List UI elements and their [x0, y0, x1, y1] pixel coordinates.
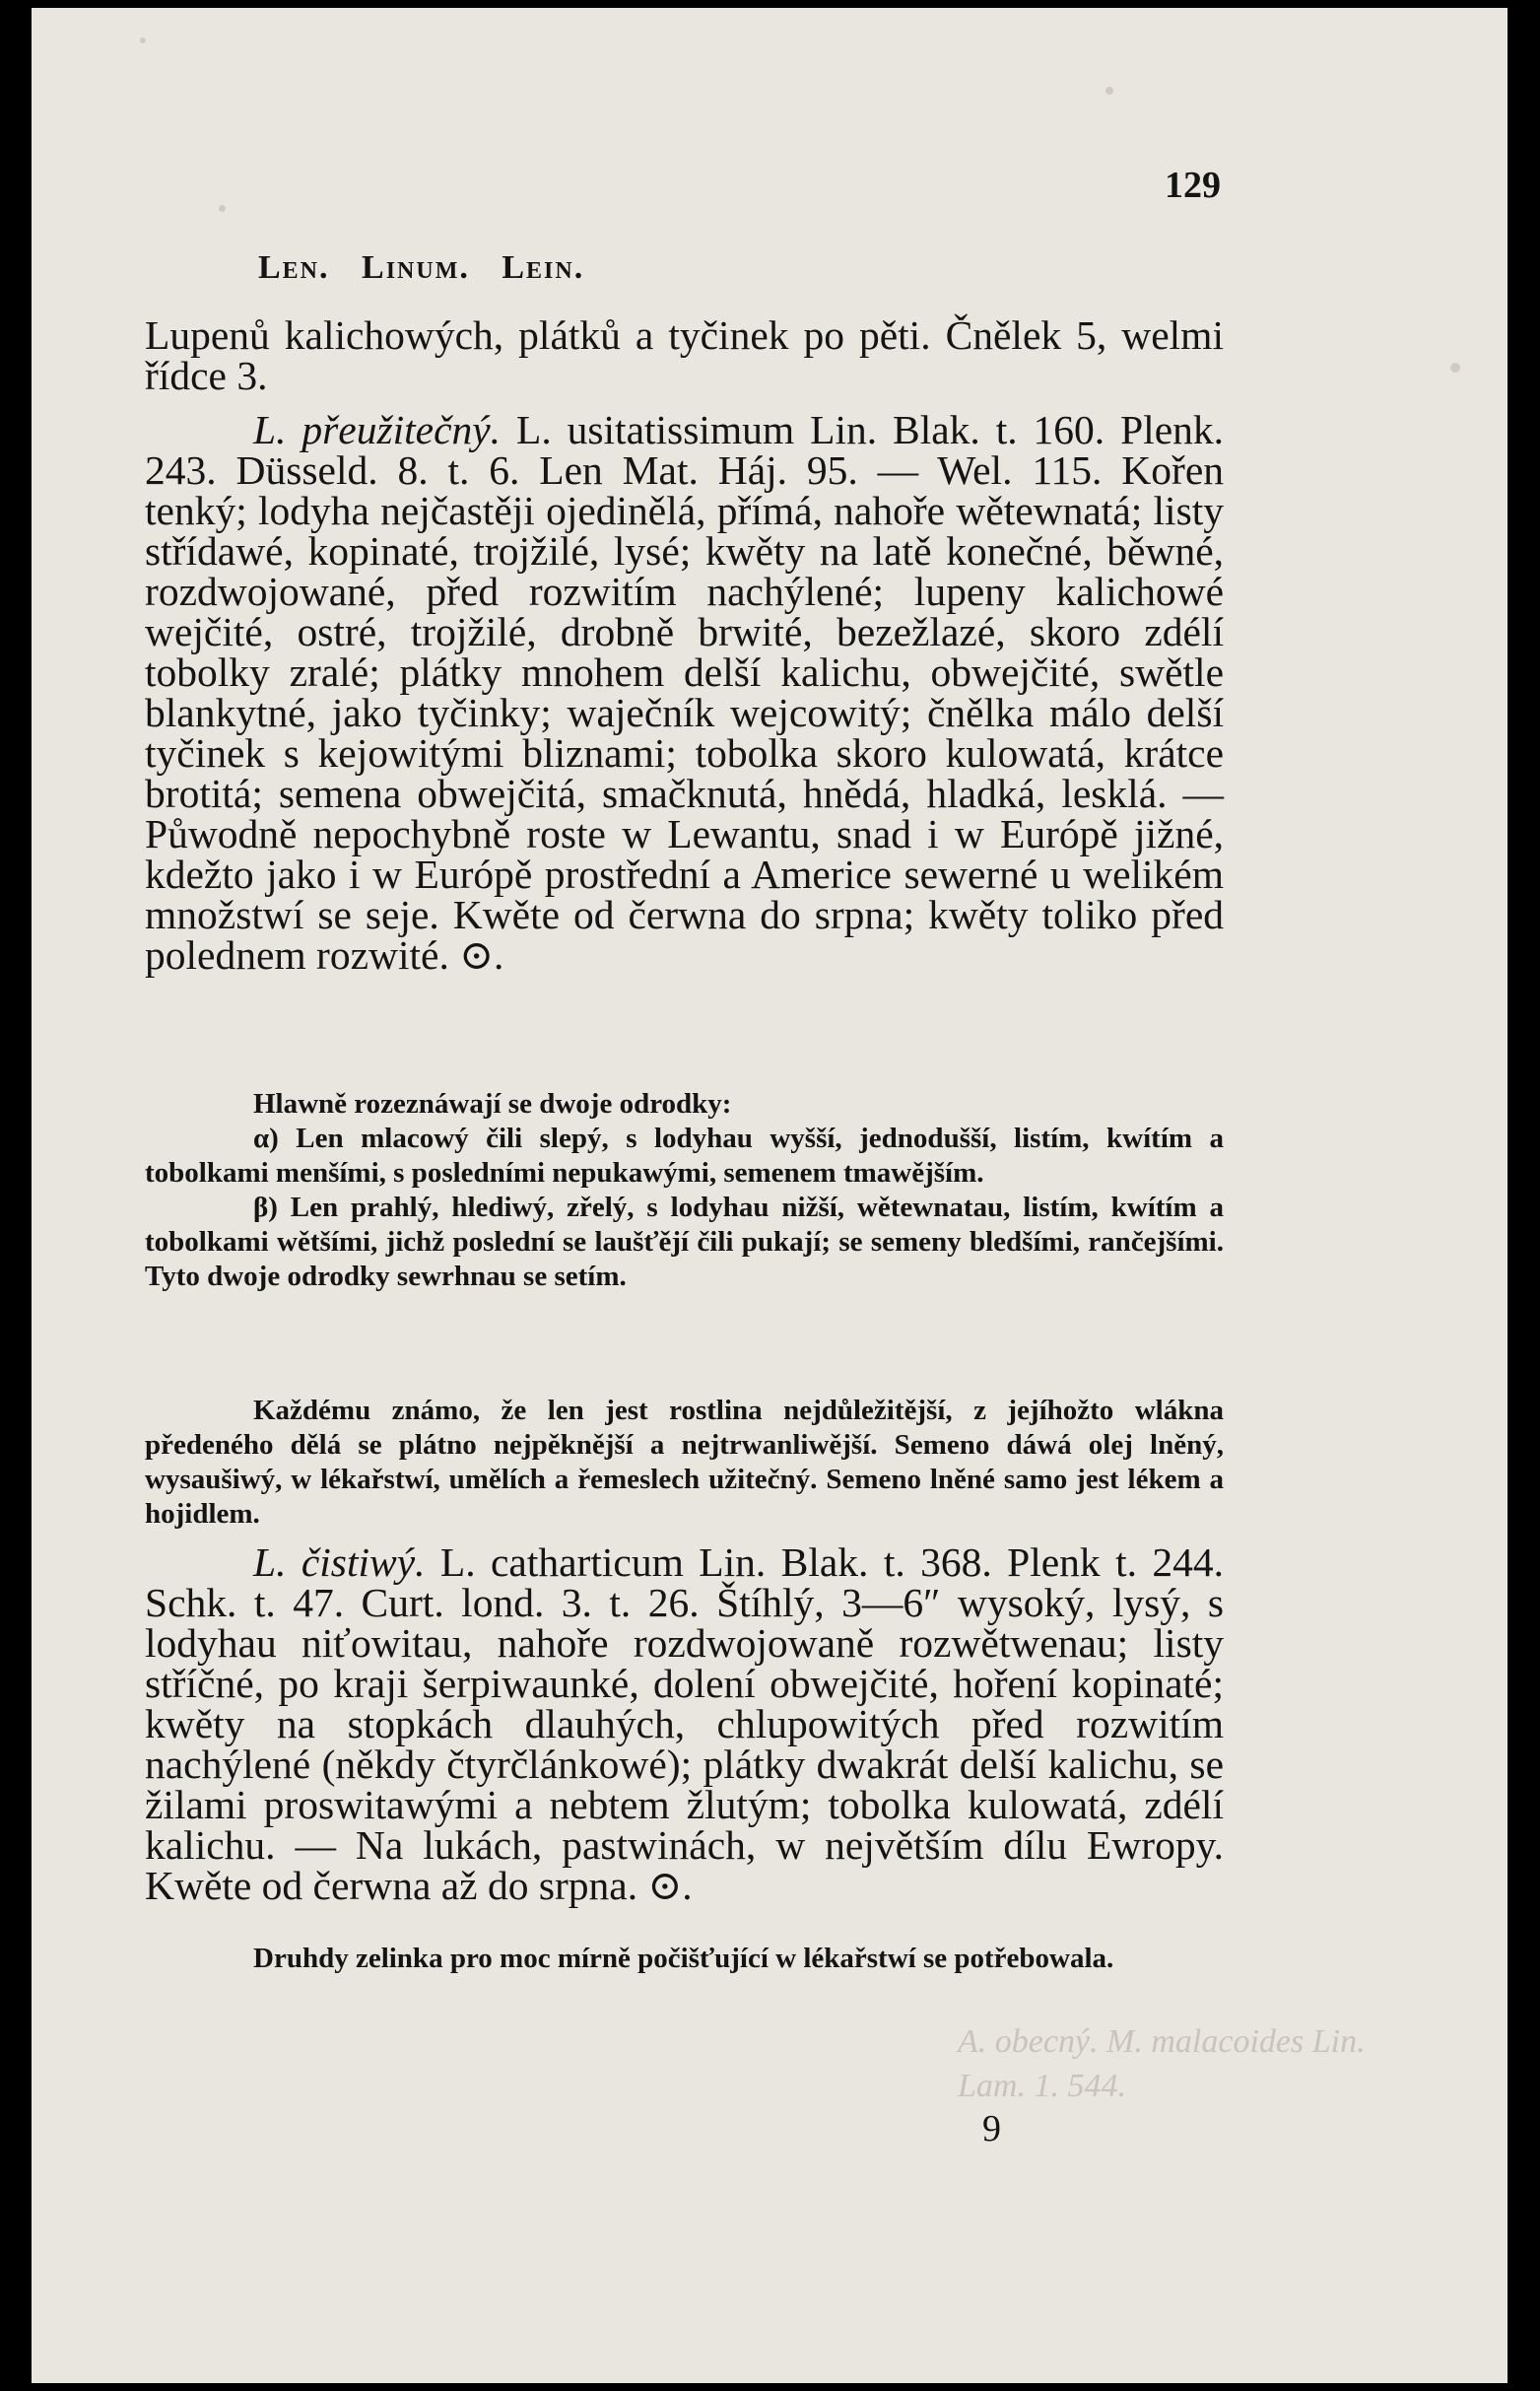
- medicinal-note: [145, 1942, 1224, 1976]
- running-head-czech: Len.: [258, 249, 330, 286]
- speck: [140, 37, 146, 43]
- species-1: [145, 407, 1224, 978]
- running-head-latin: Linum.: [362, 249, 470, 286]
- running-head-german: Lein.: [502, 249, 585, 286]
- varieties-note: [145, 1087, 1224, 1294]
- medicinal-text: Druhdy zelinka pro moc mírně počišťující w lékařstwí se potřebowala.: [253, 1943, 1114, 1974]
- running-head: [258, 249, 606, 287]
- variety-beta: β) Len prahlý, hlediwý, zřelý, s lodyhau nižší, wětewnatau, listím, kwítím a tobolkami wětšími, jichž poslední se laušťějí čili pukají; se semeny bledšími, rančejšími. Tyto dwoje odrodky sewrhnau se setím.: [145, 1192, 1224, 1292]
- speck: [1105, 87, 1113, 95]
- variety-alpha: α) Len mlacowý čili slepý, s lodyhau wyšší, jednodušší, listím, kwítím a tobolkami menšími, s posledními nepukawými, semenem tmawějším.: [145, 1123, 1224, 1189]
- usage-note: [145, 1394, 1224, 1532]
- species-1-text: L. usitatissimum Lin. Blak. t. 160. Plenk. 243. Düsseld. 8. t. 6. Len Mat. Háj. 95. — Wel. 115. Kořen tenký; lodyha nejčastěji ojedinělá, přímá, nahoře wětewnatá; listy střídawé, kopinaté, trojžilé, lysé; kwěty na latě konečné, běwné, rozdwojowané, před rozwitím nachýlené; lupeny kalichowé wejčité, ostré, trojžilé, drobně brwité, bezežlazé, skoro zdélí tobolky zralé; plátky mnohem delší kalichu, obwejčité, swětle blankytné, jako tyčinky; waječník wejcowitý; čnělka málo delší tyčinek s kejowitými bliznami; tobolka skoro kulowatá, krátce brotitá; semena obwejčitá, smačknutá, hnědá, hladká, lesklá. — Půwodně nepochybně roste w Lewantu, snad i w Európě jižné, kdežto jako i w Európě prostřední a Americe sewerné u welikém množstwí se seje. Kwěte od čerwna do srpna; kwěty toliko před polednem rozwité. ⊙.: [145, 407, 1224, 978]
- usage-text: Každému známo, že len jest rostlina nejdůležitější, z jejíhožto wlákna předeného dělá se plátno nejpěknější a nejtrwanliwější. Semeno dáwá olej lněný, wysaušiwý, w lékařstwí, umělích a řemeslech užitečný. Semeno lněné samo jest lékem a hojidlem.: [145, 1395, 1224, 1530]
- species-2-text: L. catharticum Lin. Blak. t. 368. Plenk t. 244. Schk. t. 47. Curt. lond. 3. t. 26. Štíhlý, 3—6″ wysoký, lysý, s lodyhau niťowitau, nahoře rozdwojowaně rozwětwenau; listy stříčné, po kraji šerpiwaunké, dolení obwejčité, hoření kopinaté; kwěty na stopkách dlauhých, chlupowitých před rozwitím nachýlené (někdy čtyrčlánkowé); plátky dwakrát delší kalichu, se žilami proswitawými a nebtem žlutým; tobolka kulowatá, zdélí kalichu. — Na lukách, pastwinách, w největším dílu Ewropy. Kwěte od čerwna až do srpna. ⊙.: [145, 1539, 1224, 1908]
- speck: [219, 205, 226, 212]
- book-page: [32, 8, 1507, 2383]
- bleed-through-1: A. obecný. M. malacoides Lin.: [958, 2023, 1366, 2060]
- varieties-intro: Hlawně rozeznáwají se dwoje odrodky:: [253, 1088, 732, 1120]
- speck: [1450, 363, 1460, 373]
- genus-description: [145, 312, 1224, 398]
- signature-mark: 9: [982, 2108, 1001, 2150]
- bleed-through-2: Lam. 1. 544.: [958, 2068, 1126, 2104]
- page-number: 129: [1165, 165, 1221, 206]
- species-1-name: L. přeužitečný.: [253, 407, 516, 452]
- species-2: [145, 1539, 1224, 1908]
- species-2-name: L. čistiwý.: [253, 1539, 440, 1585]
- genus-intro: Lupenů kalichowých, plátků a tyčinek po pěti. Čnělek 5, welmi řídce 3.: [145, 312, 1224, 398]
